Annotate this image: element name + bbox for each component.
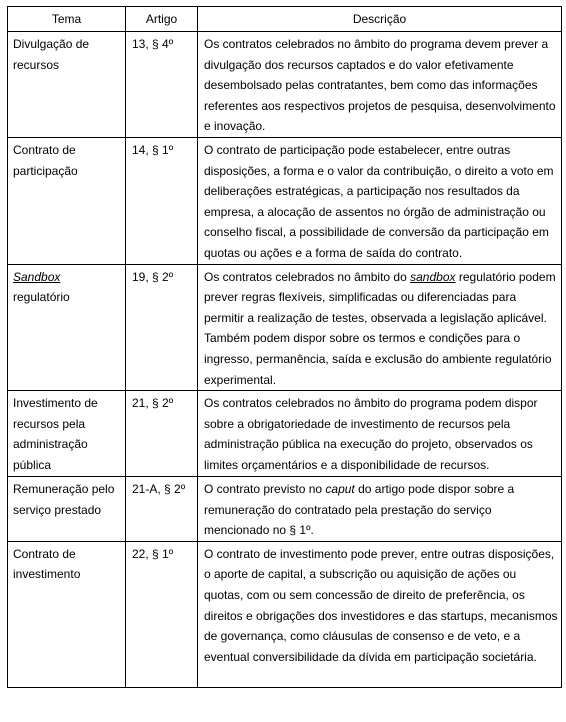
table-row: [8, 264, 562, 391]
descricao-cell: [198, 264, 562, 391]
header-descricao: Descrição: [198, 7, 562, 32]
descricao-cell: O contrato de investimento pode prever, entre outras disposições, o aporte de capital, a subscrição ou aquisição de ações ou quotas, com ou sem concessão de direito de preferência, os direitos e obrigações dos investidores e das startups, mecanismos de governança, como cláusulas de consenso e de veto, e a eventual conversibilidade da dívida em participação societária.: [198, 541, 562, 687]
artigo-cell: 22, § 1º: [126, 541, 198, 687]
tema-cell: Contrato de participação: [8, 137, 126, 264]
descricao-cell: Os contratos celebrados no âmbito do programa devem prever a divulgação dos recursos captados e do valor efetivamente desembolsado pelas contratantes, bem como das informações referentes aos respectivos projetos de pesquisa, desenvolvimento e inovação.: [198, 32, 562, 138]
descricao-pre: O contrato previsto no: [204, 482, 323, 497]
descricao-cell: Os contratos celebrados no âmbito do programa podem dispor sobre a obrigatoriedade de investimento de recursos pela administração pública na execução do projeto, observados os limites orçamentários e a disponibilidade de recursos.: [198, 391, 562, 477]
descricao-cell: [198, 477, 562, 542]
table-row: [8, 541, 562, 687]
descricao-post: regulatório podem prever regras flexíveis, simplificadas ou diferenciadas para permitir a realização de testes, observada a legislação aplicável. Também podem dispor sobre os termos e condições para o ingresso, permanência, saída e exclusão do ambiente regulatório experimental.: [204, 269, 556, 387]
tema-rest: regulatório: [13, 290, 70, 305]
header-artigo: Artigo: [126, 7, 198, 32]
table-header-row: [8, 7, 562, 32]
tema-cell: [8, 264, 126, 391]
artigo-cell: 13, § 4º: [126, 32, 198, 138]
tema-cell: Divulgação de recursos: [8, 32, 126, 138]
tema-cell: Contrato de investimento: [8, 541, 126, 687]
tema-cell: Investimento de recursos pela administração pública: [8, 391, 126, 477]
artigo-cell: 21, § 2º: [126, 391, 198, 477]
artigo-cell: 14, § 1º: [126, 137, 198, 264]
descricao-sandbox-term: sandbox: [410, 269, 456, 284]
descricao-pre: Os contratos celebrados no âmbito do: [204, 269, 407, 284]
tema-sandbox-term: Sandbox: [13, 269, 61, 284]
descricao-post: do artigo pode dispor sobre a remuneração do contratado pela prestação do serviço mencionado no § 1º.: [204, 482, 515, 538]
table-row: [8, 391, 562, 477]
table-row: [8, 32, 562, 138]
legal-provisions-table: [7, 6, 562, 688]
descricao-caput-term: caput: [325, 482, 355, 497]
artigo-cell: 19, § 2º: [126, 264, 198, 391]
artigo-cell: 21-A, § 2º: [126, 477, 198, 542]
table-row: [8, 477, 562, 542]
tema-cell: Remuneração pelo serviço prestado: [8, 477, 126, 542]
table-row: [8, 137, 562, 264]
header-tema: Tema: [8, 7, 126, 32]
descricao-cell: O contrato de participação pode estabelecer, entre outras disposições, a forma e o valor da contribuição, o direito a voto em deliberações estratégicas, a participação nos resultados da empresa, a alocação de assentos no órgão de administração ou conselho fiscal, a possibilidade de conversão da participação em quotas ou ações e a forma de saída do contrato.: [198, 137, 562, 264]
